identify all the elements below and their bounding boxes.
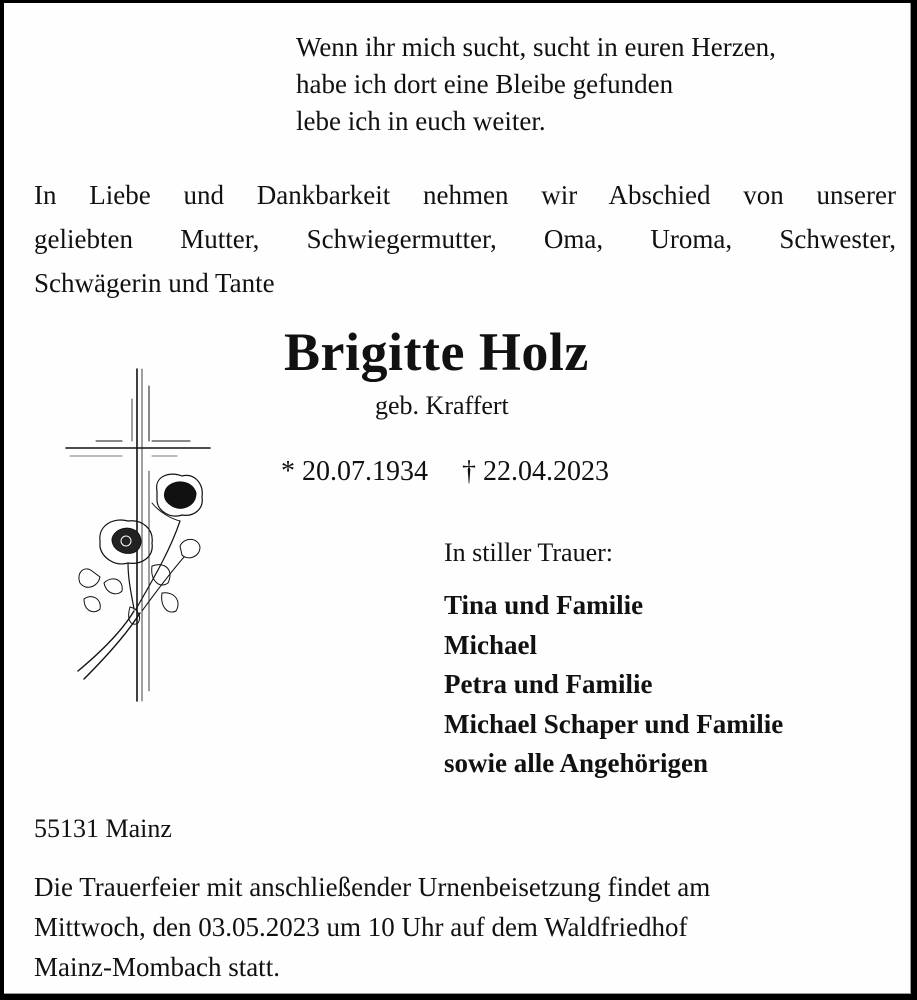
- life-dates: [281, 454, 609, 490]
- deceased-name: Brigitte Holz: [284, 322, 589, 382]
- mourner-name: sowie alle Angehörigen: [444, 748, 708, 778]
- service-details: [34, 867, 710, 987]
- poem-line: habe ich dort eine Bleibe gefunden: [296, 69, 674, 99]
- mourner-name: Michael Schaper und Familie: [444, 708, 784, 739]
- farewell-intro: [34, 173, 896, 305]
- death-date: † 22.04.2023: [462, 456, 609, 487]
- mourner-name: Tina und Familie: [444, 590, 644, 620]
- service-line: Mainz-Mombach statt.: [34, 952, 280, 982]
- mourners-list: [444, 586, 783, 784]
- mourner-name: Petra und Familie: [444, 669, 653, 699]
- memorial-poem: [296, 29, 776, 140]
- maiden-name: geb. Kraffert: [375, 391, 509, 420]
- intro-line: Schwägerin und Tante: [34, 268, 275, 298]
- obituary-notice: [4, 3, 911, 994]
- location: 55131 Mainz: [34, 814, 172, 843]
- service-line: Mittwoch, den 03.05.2023 um 10 Uhr auf dem Waldfriedhof: [34, 912, 688, 942]
- poem-line: lebe ich in euch weiter.: [296, 106, 546, 136]
- mourners-label: In stiller Trauer:: [444, 538, 613, 567]
- birth-date: * 20.07.1934: [281, 456, 428, 487]
- poem-line: Wenn ihr mich sucht, sucht in euren Herzen,: [296, 32, 776, 62]
- intro-line: In Liebe und Dankbarkeit nehmen wir Abschied von unserer: [34, 180, 896, 210]
- mourner-name: Michael: [444, 629, 537, 660]
- service-line: Die Trauerfeier mit anschließender Urnenbeisetzung findet am: [34, 872, 711, 902]
- cross-with-roses-icon: [62, 361, 222, 706]
- intro-line: geliebten Mutter, Schwiegermutter, Oma, Uroma, Schwester,: [34, 224, 896, 254]
